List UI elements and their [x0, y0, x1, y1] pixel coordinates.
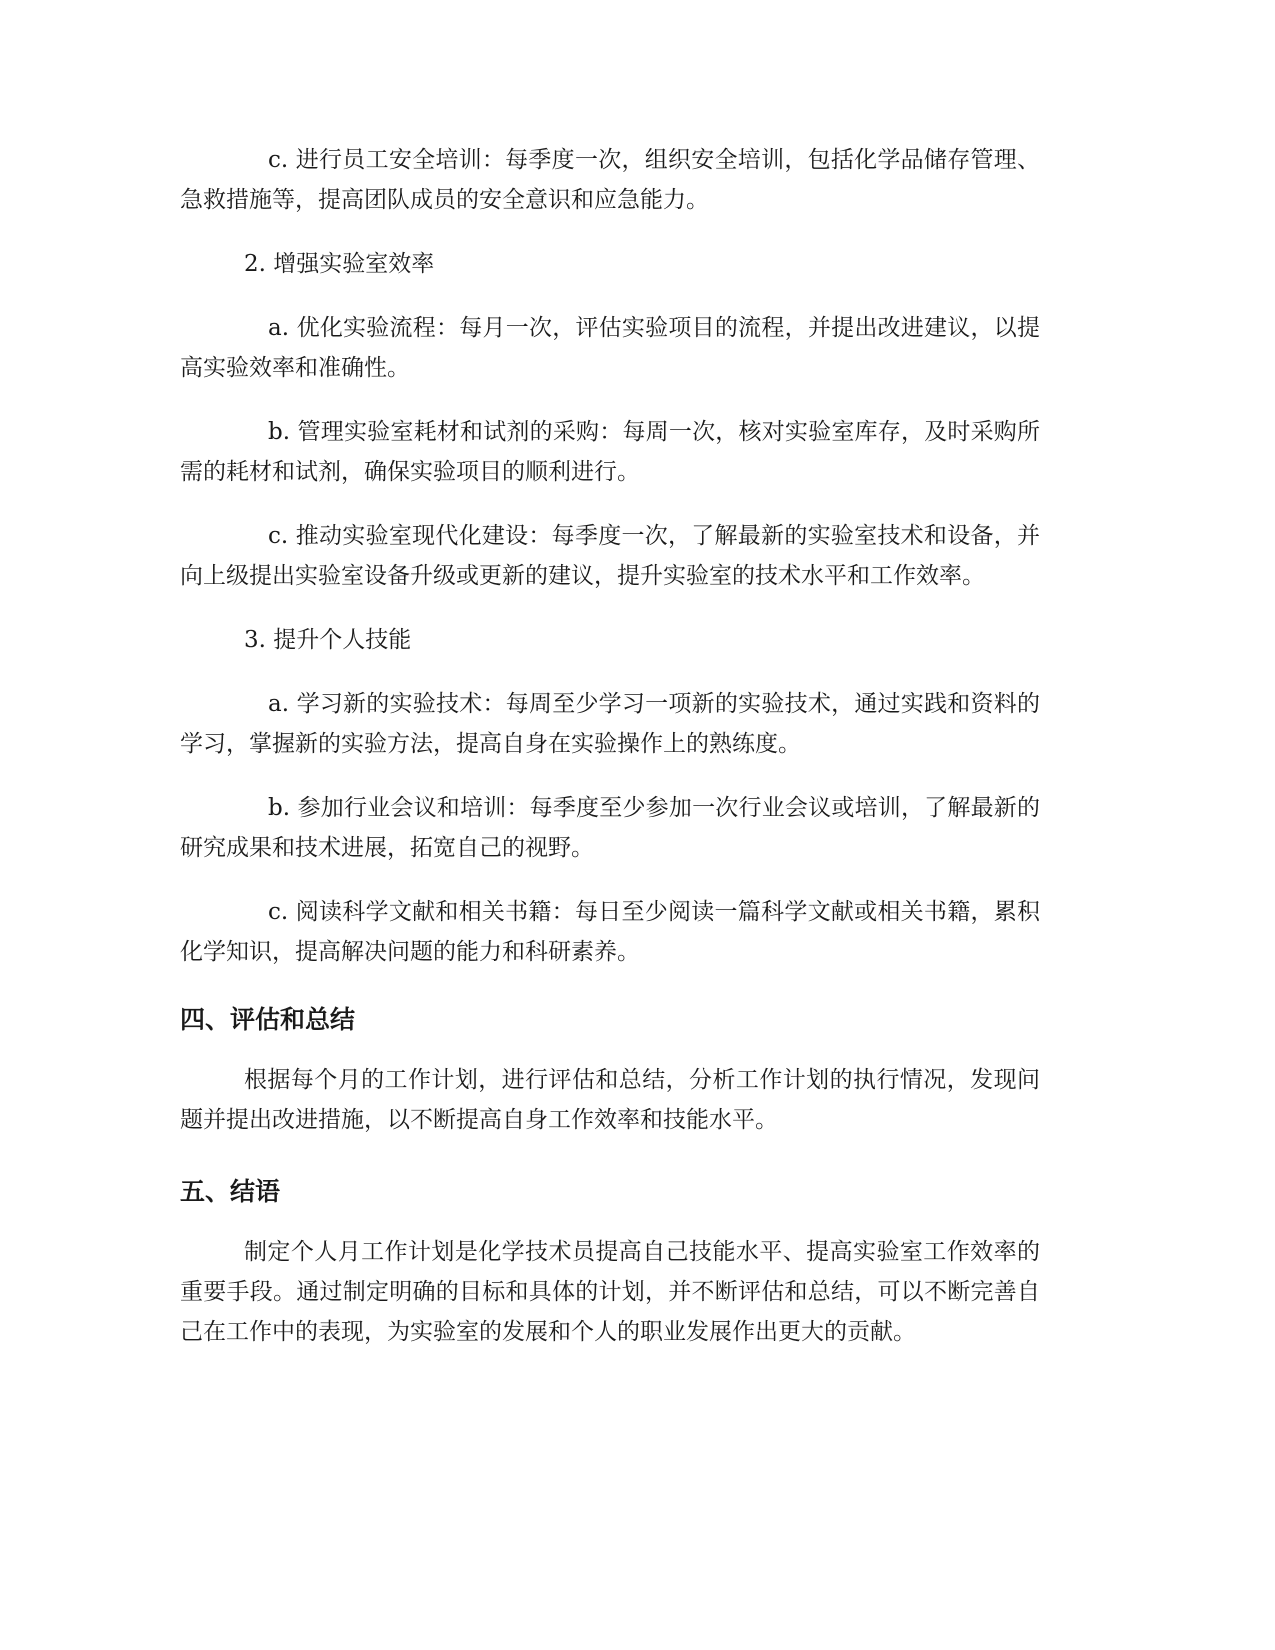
list-item-learn-techniques: a. 学习新的实验技术：每周至少学习一项新的实验技术，通过实践和资料的学习，掌握新的实验方法，提高自身在实验操作上的熟练度。 — [180, 691, 1040, 757]
section-body-evaluation: 根据每个月的工作计划，进行评估和总结，分析工作计划的执行情况，发现问题并提出改进措施，以不断提高自身工作效率和技能水平。 — [180, 1067, 1040, 1133]
section-heading-conclusion: 五、结语 — [180, 1177, 281, 1206]
section-heading-evaluation: 四、评估和总结 — [180, 1005, 356, 1034]
list-item-modernization: c. 推动实验室现代化建设：每季度一次，了解最新的实验室技术和设备，并向上级提出实验室设备升级或更新的建议，提升实验室的技术水平和工作效率。 — [180, 523, 1040, 589]
list-item-optimize-process: a. 优化实验流程：每月一次，评估实验项目的流程，并提出改进建议，以提高实验效率和准确性。 — [180, 315, 1040, 381]
list-item-safety-training: c. 进行员工安全培训：每季度一次，组织安全培训，包括化学品储存管理、急救措施等，提高团队成员的安全意识和应急能力。 — [180, 147, 1040, 213]
section-body-conclusion: 制定个人月工作计划是化学技术员提高自己技能水平、提高实验室工作效率的重要手段。通过制定明确的目标和具体的计划，并不断评估和总结，可以不断完善自己在工作中的表现，为实验室的发展和个人的职业发展作出更大的贡献。 — [180, 1239, 1040, 1345]
list-item-procurement: b. 管理实验室耗材和试剂的采购：每周一次，核对实验室库存，及时采购所需的耗材和试剂，确保实验项目的顺利进行。 — [180, 419, 1040, 485]
subheading-personal-skills: 3. 提升个人技能 — [244, 627, 412, 653]
subheading-lab-efficiency: 2. 增强实验室效率 — [244, 251, 435, 277]
list-item-reading: c. 阅读科学文献和相关书籍：每日至少阅读一篇科学文献或相关书籍，累积化学知识，提高解决问题的能力和科研素养。 — [180, 899, 1040, 965]
document-body — [180, 140, 1040, 1384]
list-item-conferences: b. 参加行业会议和培训：每季度至少参加一次行业会议或培训，了解最新的研究成果和技术进展，拓宽自己的视野。 — [180, 795, 1040, 861]
